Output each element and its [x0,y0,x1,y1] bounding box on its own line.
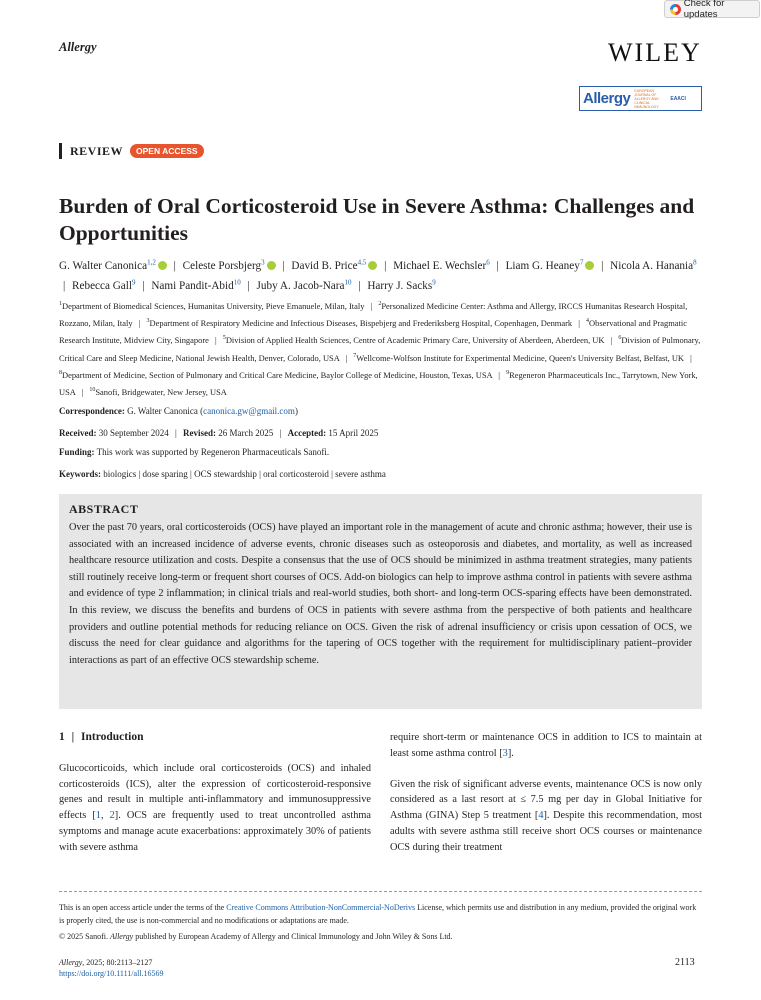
affiliation-separator: | [81,387,84,398]
correspondence-name: G. Walter Canonica [127,406,198,416]
keywords-label: Keywords: [59,469,101,479]
orcid-icon[interactable] [368,261,377,270]
paragraph-text: ]. Despite this recommendation, most adults with severe asthma still receive short OCS courses or maintenance OCS during their treatment [390,810,702,853]
author-affiliation-ref[interactable]: 3 [261,258,265,266]
abstract-heading: ABSTRACT [69,502,139,516]
reference-link[interactable]: 1 [95,810,101,822]
author-affiliation-ref[interactable]: 8 [693,258,697,266]
affiliation-separator: | [370,300,373,311]
received-label: Received: [59,428,97,438]
copyright-journal: Allergy [109,932,134,941]
page-number: 2113 [675,957,695,968]
license-text: This is an open access article under the terms of the [59,903,227,912]
journal-logo-word: Allergy [583,90,631,107]
abstract-text: Over the past 70 years, oral corticosteroids (OCS) have played an important role in the management of acute and chronic asthma; however, their use is associated with an increased incidence of adverse events, chronic diseases such as osteoporosis and diabetes, and mortality, as well as increased healthcare resource utilization and costs. Despite a consensus that the use of OCS should be minimized in asthma treatment strategies, many patients still routinely receive long-term or frequent short courses of OCS. Add-on biologics can help to improve asthma control in patients with severe asthma and evidence of type 2 inflammation; in clinical trials and real-world studies, both short- and long-term OCS-sparing effects have been demonstrated. In this review, we discuss the benefits and burdens of OCS in patients with severe asthma from the perspective of both patients and healthcare providers and outline potential methods for reducing reliance on OCS. Given the risk of adrenal insufficiency or crisis upon cessation of OCS, we discuss the need for clear guidance and algorithms for the tapering of OCS together with the requirement for multidisciplinary patient–provider interactions as part of an effective OCS stewardship scheme. [69,522,692,666]
author[interactable] [506,260,595,272]
affiliation-separator: | [578,318,580,329]
author-affiliation-ref[interactable]: 1,2 [147,258,156,266]
author[interactable] [610,260,696,272]
affiliation-number: 2 [378,301,382,307]
reference-link[interactable]: 3 [502,747,508,759]
author-name: Michael E. Wechsler [393,259,487,272]
affiliation-number: 7 [353,352,357,359]
affiliation: $^6$Division of Pulmonary, Critical Care and Sleep Medicine, National Jewish Health, Denver, Colorado, USA [59,335,701,363]
citation [59,957,164,979]
author[interactable] [393,260,490,272]
author-name: Liam G. Heaney [505,259,580,272]
orcid-icon[interactable] [158,261,167,270]
affiliation-separator: | [138,318,141,329]
accepted-label: Accepted: [287,428,327,438]
author-affiliation-ref[interactable]: 10 [233,278,241,287]
author-name: Celeste Porsbjerg [182,259,262,272]
affiliation: $^8$Department of Medicine, Section of Pulmonary and Critical Care Medicine, Baylor College of Medicine, Houston, Texas, USA [59,370,493,381]
funding [59,447,329,457]
author-separator: | [247,279,250,292]
article-dates: Received: 30 September 2024 | Revised: 26 March 2025 | Accepted: 15 April 2025 [59,428,379,438]
author-affiliation-ref[interactable]: 9 [132,278,136,287]
reference-link[interactable]: 2 [109,810,115,822]
author-separator: | [384,259,387,272]
author-separator: | [142,279,145,292]
paragraph [390,777,702,856]
paragraph-text: Given the risk of significant adverse events, maintenance OCS is now only considered as a last resort at ≤ 7.5 mg per day in Global Initiative for Asthma (GINA) Step 5 treatment [ [390,778,702,822]
received-date: 30 September 2024 [98,428,169,438]
author-affiliation-ref[interactable]: 6 [486,258,490,266]
author[interactable] [59,260,167,272]
affiliation: $^4$Observational and Pragmatic Research Institute, Midview City, Singapore [59,318,687,346]
journal-logo [579,86,702,111]
affiliation-number: 3 [146,318,150,325]
affiliation-number: 6 [618,335,622,342]
affiliation: $^7$Wellcome-Wolfson Institute for Experimental Medicine, Queen's University Belfast, Belfast, UK [353,352,685,363]
open-access-badge[interactable]: OPEN ACCESS [130,144,204,158]
copyright-notice [59,932,702,941]
body-column-left [59,730,371,871]
affiliation-number: 8 [59,370,62,377]
funding-label: Funding: [59,447,95,457]
author-affiliation-ref[interactable]: 10 [344,278,352,287]
author[interactable] [367,280,435,292]
body-column-right [390,730,702,871]
author-name: Nicola A. Hanania [610,259,694,272]
paragraph-text: Glucocorticoids, which include oral corticosteroids (OCS) and inhaled corticosteroids (ICS), alter the expression of corticosteroid-responsive genes and result in multiple anti-inflammatory and immunosuppressive effects [ [59,762,371,822]
author-separator: | [282,259,285,272]
citation-details: , 2025; 80:2113–2127 [82,958,153,967]
copyright-text: © 2025 Sanofi. [59,932,110,941]
society-logo: EAACI [670,95,686,102]
affiliations [59,297,709,401]
correspondence: Correspondence: G. Walter Canonica (canonica.gw@gmail.com) [59,406,298,416]
accepted-date: 15 April 2025 [328,428,379,438]
affiliation-separator: | [498,370,500,381]
affiliation-number: 9 [506,370,510,377]
license-text: License, which permits use and distribution in any medium, provided the original work is properly cited, the use is non-commercial and no modifications or adaptations are made. [59,903,697,925]
affiliation: $^3$Department of Respiratory Medicine and Infectious Diseases, Bispebjerg and Frederiksberg Hospital, Copenhagen, Denmark [146,318,573,329]
affiliation-number: 1 [59,301,62,307]
article-title: Burden of Oral Corticosteroid Use in Severe Asthma: Challenges and Opportunities [59,194,695,245]
author-affiliation-ref[interactable]: 4,5 [357,258,367,266]
affiliation-number: 10 [89,387,96,394]
affiliation: $^9$Regeneron Pharmaceuticals Inc., Tarrytown, New York, USA [59,370,698,398]
doi-link[interactable]: https://doi.org/10.1111/all.16569 [59,969,164,978]
section-number: 1 [59,731,65,743]
affiliation: $^2$Personalized Medicine Center: Asthma and Allergy, IRCCS Humanitas Research Hospital, Rozzano, Milan, Italy [59,300,688,329]
author-separator: | [173,259,176,272]
author-name: David B. Price [291,259,358,272]
author[interactable] [151,280,240,292]
author-affiliation-ref[interactable]: 7 [579,258,584,266]
keywords-text: biologics | dose sparing | OCS stewardship | oral corticosteroid | severe asthma [103,469,386,479]
paragraph-text: require short-term or maintenance OCS in addition to ICS to maintain at least some asthma control [ [390,732,702,759]
license-notice [59,901,702,927]
reference-link[interactable]: 4 [538,810,544,822]
paragraph: require short-term or maintenance OCS in addition to ICS to maintain at least some asthma control [3]. [390,732,702,759]
funding-text: This work was supported by Regeneron Pharmaceuticals Sanofi. [96,447,330,457]
author[interactable] [72,280,135,292]
publisher-logo: WILEY [608,38,702,67]
paragraph-text: ]. OCS are frequently used to treat uncontrolled asthma symptoms and manage acute exacerbations: approximately 30% of patients with severe asthma [59,810,371,853]
journal-logo-subtitle: EUROPEAN JOURNAL OF ALLERGY AND CLINICAL IMMUNOLOGY [634,88,659,109]
author-affiliation-ref[interactable]: 9 [432,278,436,287]
author-list [59,254,709,294]
affiliation-separator: | [610,335,613,346]
author[interactable] [257,280,352,292]
affiliation: $^5$Division of Applied Health Sciences, Centre of Academic Primary Care, University of Aberdeen, Aberdeen, UK [222,335,605,346]
paragraph: Glucocorticoids, which include oral corticosteroids (OCS) and inhaled corticosteroids (ICS), alter the expression of corticosteroid-responsive genes and result in multiple anti-inflammatory and immunosuppressive effects [1, 2]. OCS are frequently used to treat uncontrolled asthma symptoms and manage acute exacerbations: approximately 30% of patients with severe asthma [59,762,371,853]
article-type: REVIEW [70,143,124,158]
author[interactable] [291,260,377,272]
citation-journal: Allergy [59,958,83,967]
affiliation-separator: | [215,335,217,346]
author[interactable] [183,260,276,272]
copyright-text: published by European Academy of Allergy and Clinical Immunology and John Wiley & Sons Ltd. [133,932,453,941]
orcid-icon[interactable] [267,261,276,270]
crossmark-icon [670,4,681,15]
revised-label: Revised: [183,428,217,438]
author-name: Rebecca Gall [72,279,132,292]
author-separator: | [601,259,604,272]
article-type-bar [59,143,204,159]
author-separator: | [63,279,66,292]
affiliation: $^1$Department of Biomedical Sciences, Humanitas University, Pieve Emanuele, Milan, Italy [59,300,365,311]
affiliation-separator: | [345,352,348,363]
abstract [59,494,702,709]
author-separator: | [358,279,361,292]
affiliation-separator: | [690,352,692,363]
section-title: Introduction [81,731,144,743]
orcid-icon[interactable] [585,261,594,270]
correspondence-label: Correspondence: [59,406,125,416]
license-link[interactable]: Creative Commons Attribution-NonCommercial-NoDerivs [226,903,416,912]
footer-divider [59,891,702,892]
affiliation-number: 4 [586,318,590,325]
author-name: Juby A. Jacob-Nara [256,279,345,292]
author-separator: | [496,259,499,272]
journal-name: Allergy [59,40,97,54]
keywords [59,469,386,479]
author-name: Harry J. Sacks [367,279,433,292]
affiliation: $^{10}$Sanofi, Bridgewater, New Jersey, USA [89,387,227,398]
revised-date: 26 March 2025 [218,428,274,438]
author-name: G. Walter Canonica [59,259,148,272]
author-name: Nami Pandit-Abid [151,279,234,292]
check-for-updates-label: Check for updates [683,0,725,20]
affiliation-number: 5 [222,335,226,342]
article-type-rule [59,143,62,159]
check-for-updates-button[interactable] [664,0,760,18]
section-heading: 1 | Introduction [59,731,144,743]
correspondence-email-link[interactable]: canonica.gw@gmail.com [203,406,295,416]
